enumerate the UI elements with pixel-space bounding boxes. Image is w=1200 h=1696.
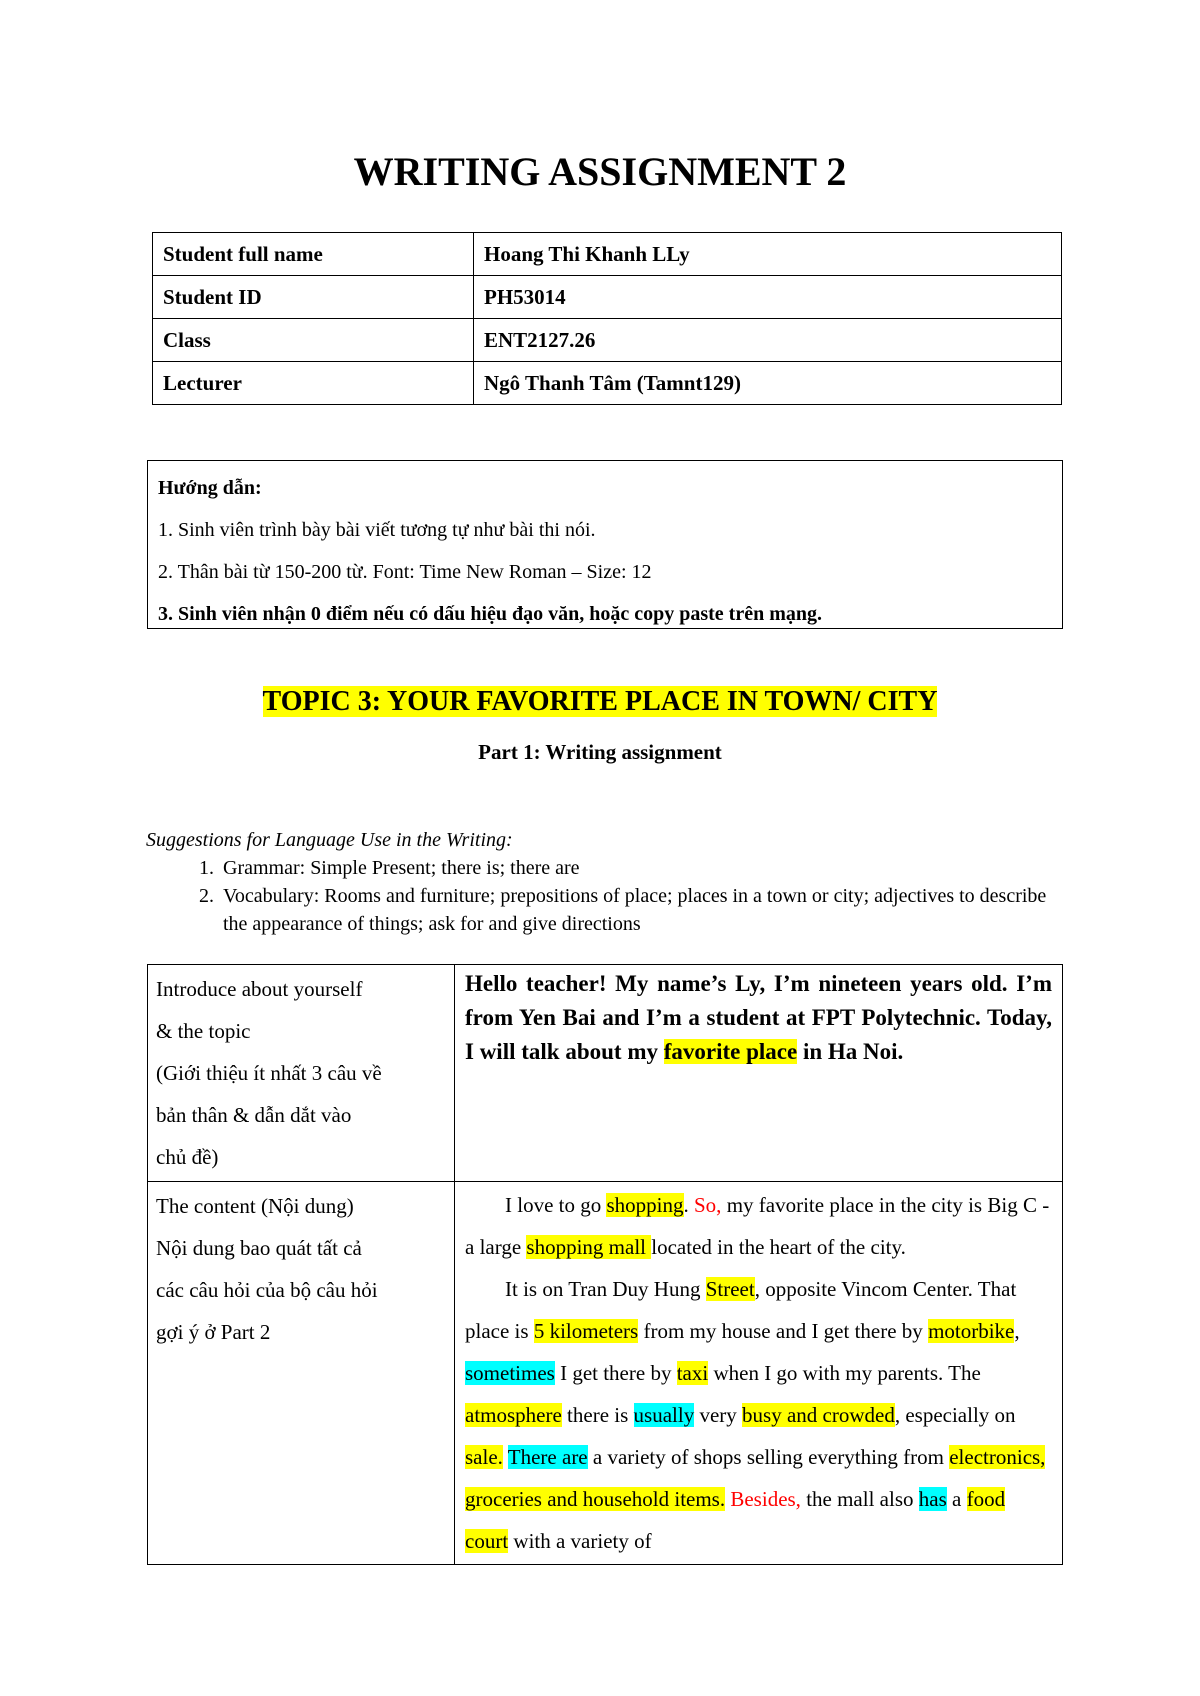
table-row: [148, 965, 1063, 1182]
text-run: there is: [561, 1403, 634, 1427]
body-paragraph-1: [465, 1184, 1052, 1268]
info-label: Class: [153, 319, 474, 362]
table-row: [153, 319, 1062, 362]
topic-text: TOPIC 3: YOUR FAVORITE PLACE IN TOWN/ CITY: [262, 686, 938, 717]
suggestions-title: Suggestions for Language Use in the Writing:: [146, 829, 513, 851]
list-item: 1. Grammar: Simple Present; there is; there are: [219, 854, 1066, 882]
label-line: bản thân & dẫn dắt vào: [156, 1103, 352, 1127]
text-run: I love to go: [505, 1193, 607, 1217]
instruction-item: 3. Sinh viên nhận 0 điểm nếu có dấu hiệu đạo văn, hoặc copy paste trên mạng.: [158, 603, 823, 625]
label-line: Nội dung bao quát tất cả: [156, 1236, 362, 1260]
instruction-item: 1. Sinh viên trình bày bài viết tương tự như bài thi nói.: [158, 519, 596, 541]
text-run: .: [683, 1193, 694, 1217]
highlighted-phrase: favorite place: [663, 1039, 798, 1064]
label-line: & the topic: [156, 1019, 251, 1043]
label-line: gợi ý ở Part 2: [156, 1320, 271, 1344]
highlighted-word: electronics, groceries and household items.: [465, 1445, 1046, 1511]
text-run: from my house and I get there by: [638, 1319, 929, 1343]
label-line: Introduce about yourself: [156, 977, 363, 1001]
content-cell: [455, 1182, 1063, 1565]
highlighted-word: food court: [465, 1487, 1006, 1553]
suggestions-list: [146, 854, 1066, 938]
text-run: , especially on: [894, 1403, 1016, 1427]
suggestions-section: [146, 826, 1066, 938]
instruction-item: 2. Thân bài từ 150-200 từ. Font: Time New Roman – Size: 12: [158, 561, 652, 583]
text-run: a variety of shops selling everything from: [587, 1445, 950, 1469]
highlighted-word: motorbike: [928, 1319, 1015, 1343]
text-run: I get there by: [554, 1361, 677, 1385]
body-paragraph-2: [465, 1268, 1052, 1562]
linking-word: So,: [694, 1193, 722, 1217]
highlighted-word: shopping mall: [526, 1235, 652, 1259]
text-run: ,: [1014, 1319, 1020, 1343]
table-row: [153, 362, 1062, 405]
table-row: [153, 233, 1062, 276]
intro-cell: [455, 965, 1063, 1182]
highlighted-word-cyan: has: [918, 1487, 947, 1511]
label-line: The content (Nội dung): [156, 1194, 354, 1218]
instructions-title: Hướng dẫn:: [158, 477, 262, 499]
table-row: [153, 276, 1062, 319]
instructions-box: [147, 460, 1063, 629]
label-line: (Giới thiệu ít nhất 3 câu về: [156, 1061, 382, 1085]
info-value: Hoang Thi Khanh LLy: [474, 233, 1062, 276]
highlighted-word-cyan: There are: [507, 1445, 588, 1469]
intro-paragraph: [465, 967, 1052, 1069]
row-label-intro: [148, 965, 455, 1182]
linking-word: Besides,: [730, 1487, 801, 1511]
text-run: with a variety of: [508, 1529, 652, 1553]
highlighted-word: shopping: [606, 1193, 684, 1217]
text-run: Hello teacher! My name’s Ly, I’m nineteen years old. I’m from Yen Bai and I’m a student at FPT Polytechnic. Today, I will talk about my: [465, 971, 1052, 1064]
text-run: my favorite place in the city is Big C - a large: [465, 1193, 1050, 1259]
text-run: very: [694, 1403, 743, 1427]
highlighted-word: taxi: [676, 1361, 709, 1385]
text-run: located in the heart of the city.: [651, 1235, 906, 1259]
text-run: the mall also: [800, 1487, 919, 1511]
highlighted-word: Street: [705, 1277, 755, 1301]
student-info-table: [152, 232, 1062, 405]
topic-heading: [0, 686, 1200, 718]
list-item: 2. Vocabulary: Rooms and furniture; prepositions of place; places in a town or city; adjectives to describe the appearance of things; ask for and give directions: [219, 882, 1066, 938]
highlighted-word-cyan: sometimes: [465, 1361, 555, 1385]
info-label: Lecturer: [153, 362, 474, 405]
highlighted-word: busy and crowded: [742, 1403, 895, 1427]
table-row: [148, 1182, 1063, 1565]
label-line: các câu hỏi của bộ câu hỏi: [156, 1278, 378, 1302]
text-run: , opposite Vincom Center. That place is: [465, 1277, 1017, 1343]
text-run: a: [946, 1487, 967, 1511]
label-line: chủ đề): [156, 1145, 219, 1169]
part-heading: Part 1: Writing assignment: [478, 740, 722, 764]
info-label: Student full name: [153, 233, 474, 276]
info-value: ENT2127.26: [474, 319, 1062, 362]
highlighted-word: atmosphere: [465, 1403, 562, 1427]
text-run: It is on Tran Duy Hung: [505, 1277, 706, 1301]
info-value: Ngô Thanh Tâm (Tamnt129): [474, 362, 1062, 405]
info-label: Student ID: [153, 276, 474, 319]
highlighted-word-cyan: usually: [633, 1403, 695, 1427]
text-run: in Ha Noi.: [797, 1039, 904, 1064]
info-value: PH53014: [474, 276, 1062, 319]
highlighted-word: sale.: [465, 1445, 503, 1469]
text-run: when I go with my parents. The: [708, 1361, 981, 1385]
writing-table: [147, 964, 1063, 1565]
highlighted-word: 5 kilometers: [533, 1319, 639, 1343]
document-title: WRITING ASSIGNMENT 2: [353, 149, 847, 194]
row-label-content: [148, 1182, 455, 1565]
